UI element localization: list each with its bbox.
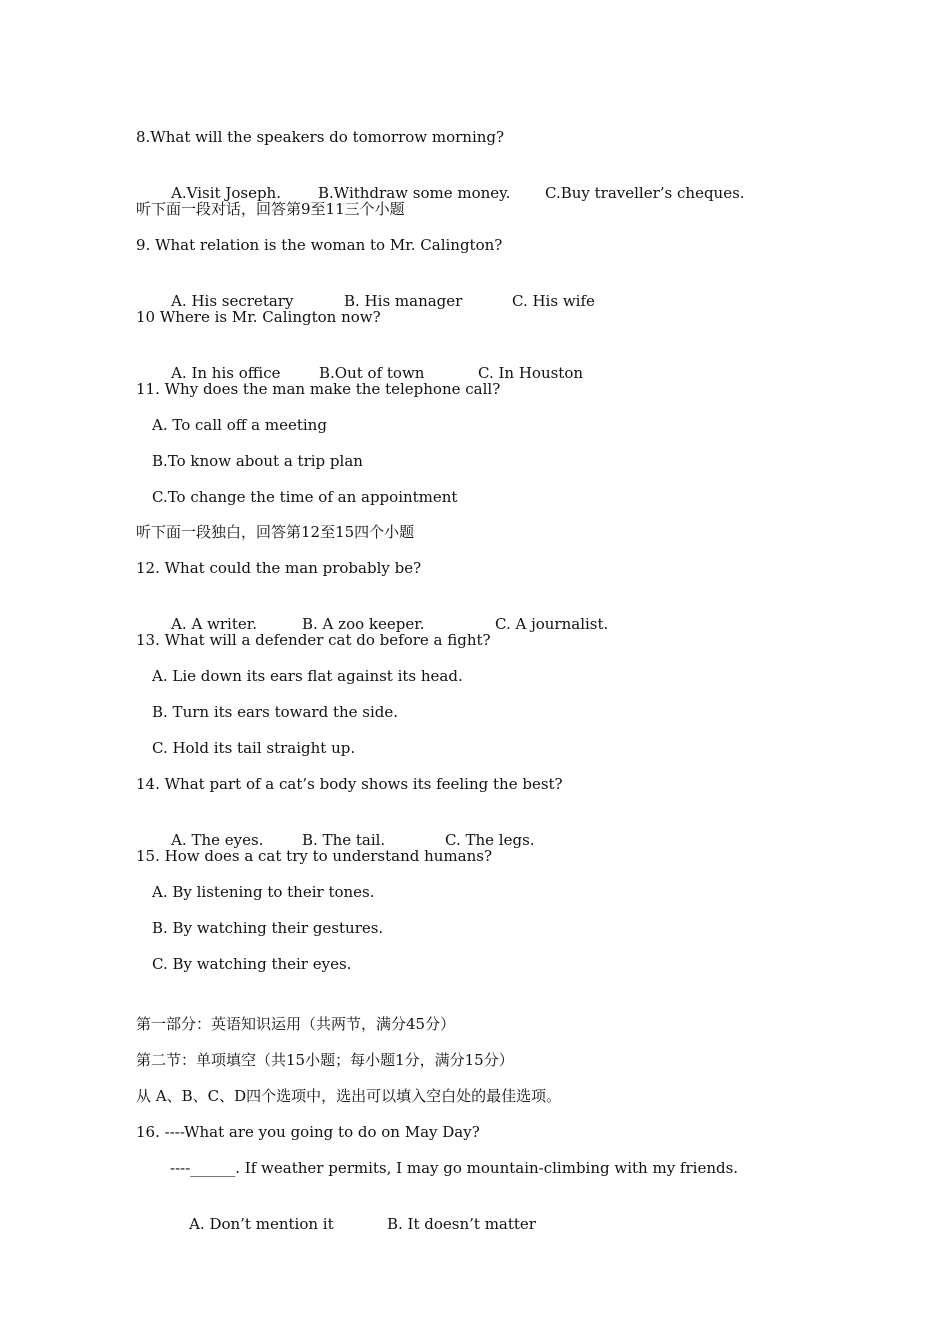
question-16-option-b: B. It doesn’t matter [387, 1215, 536, 1233]
question-10-stem: 10 Where is Mr. Calington now? [136, 308, 381, 326]
question-8-stem: 8.What will the speakers do tomorrow morning? [136, 128, 505, 146]
question-12-stem: 12. What could the man probably be? [136, 559, 422, 577]
question-10-option-c: C. In Houston [478, 364, 584, 382]
question-9-option-a: A. His secretary [171, 292, 294, 310]
question-16-option-a: A. Don’t mention it [189, 1215, 334, 1233]
question-12-option-a: A. A writer. [171, 615, 258, 633]
question-14-option-c: C. The legs. [445, 831, 535, 849]
question-15-stem: 15. How does a cat try to understand humans? [136, 847, 492, 865]
question-11-option-b: B.To know about a trip plan [152, 452, 363, 470]
question-8-option-a: A.Visit Joseph. [171, 184, 281, 202]
question-8-option-b: B.Withdraw some money. [318, 184, 511, 202]
question-15-option-a: A. By listening to their tones. [152, 883, 375, 901]
section-2-heading: 第二节：单项填空（共15小题；每小题1分，满分15分） [136, 1051, 514, 1069]
question-16-line-2: ----______. If weather permits, I may go mountain-climbing with my friends. [170, 1159, 739, 1177]
question-10-option-b: B.Out of town [319, 364, 425, 382]
question-11-stem: 11. Why does the man make the telephone call? [136, 380, 501, 398]
question-9-stem: 9. What relation is the woman to Mr. Calington? [136, 236, 503, 254]
question-10-option-a: A. In his office [171, 364, 281, 382]
question-12-option-b: B. A zoo keeper. [302, 615, 425, 633]
question-13-option-a: A. Lie down its ears flat against its head. [152, 667, 463, 685]
section-heading-12-15: 听下面一段独白，回答第12至15四个小题 [136, 523, 415, 541]
question-13-option-b: B. Turn its ears toward the side. [152, 703, 399, 721]
question-13-option-c: C. Hold its tail straight up. [152, 739, 356, 757]
question-12-option-c: C. A journalist. [495, 615, 609, 633]
question-16-options [170, 1194, 536, 1254]
question-15-option-c: C. By watching their eyes. [152, 955, 352, 973]
question-15-option-b: B. By watching their gestures. [152, 919, 384, 937]
question-14-option-b: B. The tail. [302, 831, 386, 849]
section-heading-9-11: 听下面一段对话，回答第9至11三个小题 [136, 200, 405, 218]
question-14-option-a: A. The eyes. [171, 831, 264, 849]
question-13-stem: 13. What will a defender cat do before a fight? [136, 631, 491, 649]
question-14-stem: 14. What part of a cat’s body shows its feeling the best? [136, 775, 563, 793]
question-11-option-c: C.To change the time of an appointment [152, 488, 458, 506]
question-9-option-b: B. His manager [344, 292, 463, 310]
instruction: 从 A、B、C、D四个选项中，选出可以填入空白处的最佳选项。 [136, 1087, 562, 1105]
question-8-option-c: C.Buy traveller’s cheques. [545, 184, 745, 202]
part-heading: 第一部分：英语知识运用（共两节，满分45分） [136, 1015, 456, 1033]
question-9-option-c: C. His wife [512, 292, 595, 310]
question-16-line-1: 16. ----What are you going to do on May Day? [136, 1123, 480, 1141]
question-11-option-a: A. To call off a meeting [152, 416, 327, 434]
